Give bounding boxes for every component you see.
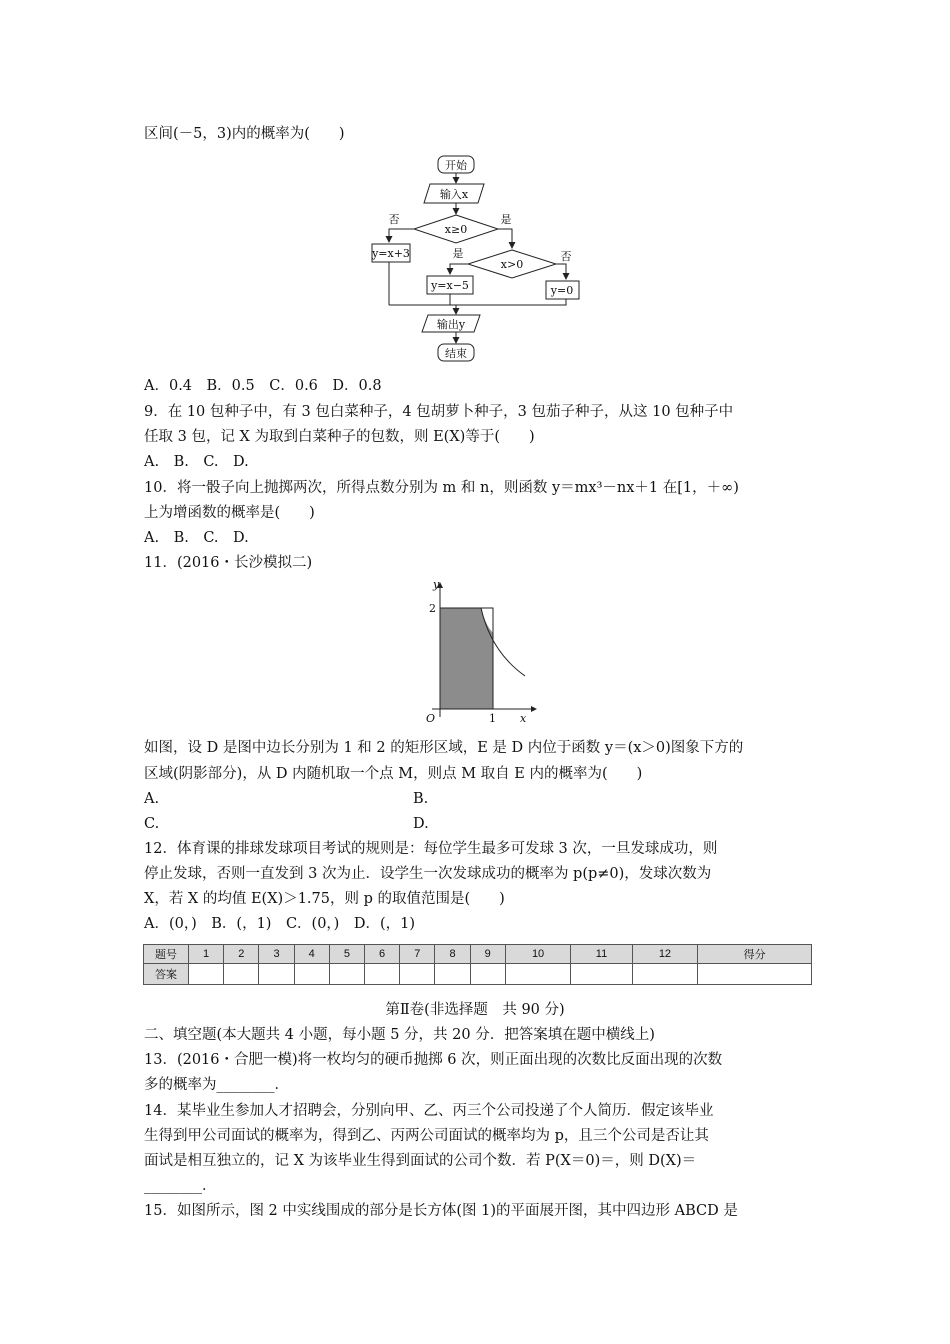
q10-line2: 上为增函数的概率是( )	[144, 505, 315, 521]
score-label-cell: 得分	[698, 945, 812, 964]
yes1-text: 是	[500, 213, 512, 226]
q11-opt-a: A.	[144, 791, 160, 807]
q14-line4: ________．	[144, 1178, 217, 1194]
function-graph	[412, 575, 542, 727]
number-cell: 9	[470, 945, 505, 964]
q9-options: A. B. C. D.	[144, 454, 249, 470]
answer-table	[143, 944, 812, 985]
start-text: 开始	[445, 159, 467, 172]
q8-options: A．0.4 B．0.5 C．0.6 D．0.8	[144, 378, 382, 394]
no1-text: 否	[388, 213, 400, 226]
section2-title: 第Ⅱ卷(非选择题 共 90 分)	[385, 1002, 565, 1018]
number-cell: 11	[571, 945, 632, 964]
q12-options: A．(0，) B．(，1) C．(0，) D．(，1)	[144, 916, 416, 932]
header-label-cell: 题号	[144, 945, 189, 964]
answer-cell[interactable]	[294, 964, 329, 985]
answer-cell[interactable]	[470, 964, 505, 985]
q11-line1: 如图，设 D 是图中边长分别为 1 和 2 的矩形区域，E 是 D 内位于函数 y＝(x＞0)图象下方的	[144, 740, 744, 756]
answer-cell[interactable]	[259, 964, 294, 985]
answer-label-cell: 答案	[144, 964, 189, 985]
q14-line2: 生得到甲公司面试的概率为，得到乙、丙两公司面试的概率均为 p，且三个公司是否让其	[144, 1128, 709, 1144]
q13-line2: 多的概率为________．	[144, 1077, 289, 1093]
answer-cell[interactable]	[329, 964, 364, 985]
answer-cell[interactable]	[632, 964, 697, 985]
no2-text: 否	[560, 250, 572, 263]
q14-line1: 14．某毕业生参加人才招聘会，分别向甲、乙、丙三个公司投递了个人简历．假定该毕业	[144, 1103, 714, 1119]
tick-x: 1	[489, 712, 496, 725]
yes2-text: 是	[452, 247, 464, 260]
answer-cell[interactable]	[189, 964, 224, 985]
answer-cell[interactable]	[365, 964, 400, 985]
cond2-text: x>0	[500, 258, 524, 271]
x-label: x	[520, 712, 527, 725]
number-cell: 5	[329, 945, 364, 964]
q14-line3: 面试是相互独立的，记 X 为该毕业生得到面试的公司个数．若 P(X＝0)＝，则 D(X)＝	[144, 1153, 697, 1169]
end-text: 结束	[445, 347, 467, 360]
origin-label: O	[426, 712, 436, 725]
number-cell: 2	[224, 945, 259, 964]
q9-line1: 9．在 10 包种子中，有 3 包白菜种子，4 包胡萝卜种子，3 包茄子种子，从这 10 包种子中	[144, 404, 734, 420]
q15-line1: 15．如图所示，图 2 中实线围成的部分是长方体(图 1)的平面展开图，其中四边形 ABCD 是	[144, 1203, 738, 1219]
tick-y: 2	[429, 602, 436, 615]
cond1-text: x≥0	[444, 223, 468, 236]
number-cell: 6	[365, 945, 400, 964]
number-cell: 3	[259, 945, 294, 964]
answer-cell[interactable]	[435, 964, 470, 985]
q12-line3: X，若 X 的均值 E(X)＞1.75，则 p 的取值范围是( )	[144, 891, 505, 907]
input-text: 输入x	[439, 188, 469, 201]
answer-table-header-row	[144, 945, 812, 964]
q13-line1: 13．(2016・合肥一模)将一枚均匀的硬币抛掷 6 次，则正面出现的次数比反面出现的次数	[144, 1052, 723, 1068]
q11-opt-b: B.	[413, 791, 429, 807]
answer-cell[interactable]	[224, 964, 259, 985]
q12-line1: 12．体育课的排球发球项目考试的规则是：每位学生最多可发球 3 次，一旦发球成功，则	[144, 841, 718, 857]
q8-tail: 区间(－5，3)内的概率为( )	[144, 126, 345, 142]
answer-cell[interactable]	[505, 964, 570, 985]
flowchart	[360, 150, 600, 365]
mid-assign-text: y=x−5	[431, 279, 469, 292]
q10-options: A. B. C. D.	[144, 530, 249, 546]
q11-opt-d: D.	[413, 816, 429, 832]
answer-cell[interactable]	[571, 964, 632, 985]
section2-instructions: 二、填空题(本大题共 4 小题，每小题 5 分，共 20 分．把答案填在题中横线上)	[144, 1027, 655, 1043]
number-cell: 4	[294, 945, 329, 964]
output-text: 输出y	[436, 318, 466, 331]
score-cell[interactable]	[698, 964, 812, 985]
number-cell: 10	[505, 945, 570, 964]
number-cell: 7	[400, 945, 435, 964]
q11-opt-c: C.	[144, 816, 160, 832]
left-assign-text: y=x+3	[372, 247, 410, 260]
q10-line1: 10．将一骰子向上抛掷两次，所得点数分别为 m 和 n，则函数 y＝mx³－nx＋1 在[1，＋∞)	[144, 480, 739, 496]
right-assign-text: y=0	[550, 284, 574, 297]
q12-line2: 停止发球，否则一直发到 3 次为止．设学生一次发球成功的概率为 p(p≠0)，发球次数为	[144, 866, 712, 882]
q9-line2: 任取 3 包，记 X 为取到白菜种子的包数，则 E(X)等于( )	[144, 429, 535, 445]
q11-line2: 区域(阴影部分)，从 D 内随机取一个点 M，则点 M 取自 E 内的概率为( )	[144, 766, 643, 782]
number-cell: 8	[435, 945, 470, 964]
number-cell: 1	[189, 945, 224, 964]
y-label: y	[433, 578, 440, 591]
answer-table-answer-row	[144, 964, 812, 985]
q11-header: 11．(2016・长沙模拟二)	[144, 555, 313, 571]
answer-cell[interactable]	[400, 964, 435, 985]
number-cell: 12	[632, 945, 697, 964]
